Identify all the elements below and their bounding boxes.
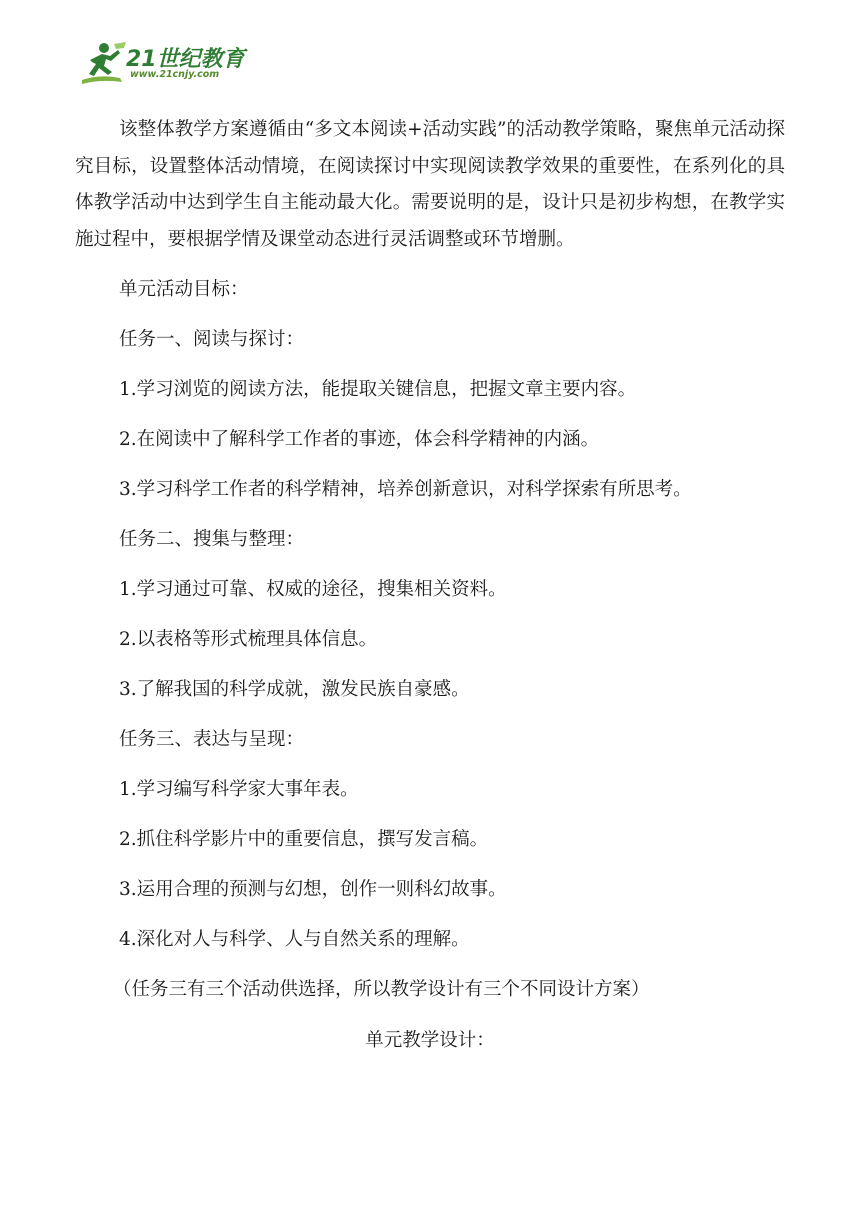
- task-item: 2.以表格等形式梳理具体信息。: [119, 629, 378, 650]
- task-title: 任务一、阅读与探讨：: [119, 329, 305, 350]
- site-logo: [80, 40, 250, 86]
- design-heading: 单元教学设计：: [365, 1030, 495, 1051]
- task-item: 3.学习科学工作者的科学精神，培养创新意识，对科学探索有所思考。: [119, 479, 692, 500]
- task-item: 3.了解我国的科学成就，激发民族自豪感。: [119, 679, 470, 700]
- goals-heading: 单元活动目标：: [119, 279, 249, 300]
- task-item: 1.学习编写科学家大事年表。: [119, 779, 359, 800]
- brand-text: 21世纪教育: [126, 47, 245, 72]
- task-item: 1.学习通过可靠、权威的途径，搜集相关资料。: [119, 579, 507, 600]
- task-item: 4.深化对人与科学、人与自然关系的理解。: [119, 929, 470, 950]
- intro-paragraph: 该整体教学方案遵循由“多文本阅读+活动实践”的活动教学策略，聚焦单元活动探究目标，设置整体活动情境，在阅读探讨中实现阅读教学效果的重要性，在系列化的具体教学活动中达到学生自主能动最大化。需要说明的是，设计只是初步构想，在教学实施过程中，要根据学情及课堂动态进行灵活调整或环节增删。: [75, 119, 785, 250]
- task-item: 1.学习浏览的阅读方法，能提取关键信息，把握文章主要内容。: [119, 379, 637, 400]
- document-body: [75, 112, 785, 1059]
- task-title: 任务二、搜集与整理：: [119, 529, 305, 550]
- task-item: 2.在阅读中了解科学工作者的事迹，体会科学精神的内涵。: [119, 429, 600, 450]
- task-item: 2.抓住科学影片中的重要信息，撰写发言稿。: [119, 829, 489, 850]
- task-title: 任务三、表达与呈现：: [119, 729, 305, 750]
- note-text: （任务三有三个活动供选择，所以教学设计有三个不同设计方案）: [113, 979, 650, 1000]
- brand-url: www.21cnjy.com: [130, 69, 220, 80]
- task-item: 3.运用合理的预测与幻想，创作一则科幻故事。: [119, 879, 507, 900]
